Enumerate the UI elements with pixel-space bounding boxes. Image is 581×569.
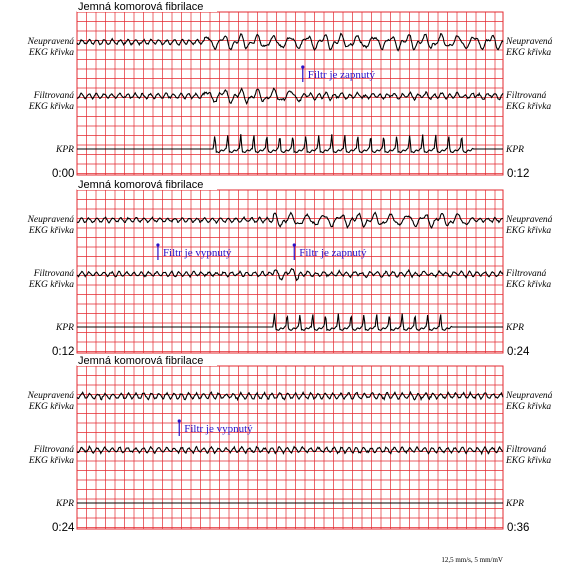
series-line [77,213,503,228]
series-label-right: Neupravená [506,391,553,401]
series-label-right: Filtrovaná [506,91,547,101]
series-label-left: EKG křivka [28,456,74,466]
series-label-right: Filtrovaná [506,269,547,279]
annotation-dot [293,243,296,246]
series-label-left: EKG křivka [28,280,74,290]
series-line [77,269,503,281]
series-label-left: Neupravená [27,215,74,225]
annotation-label: Filtr je zapnutý [307,69,375,81]
panel-border [77,12,503,175]
series-line [77,446,503,453]
series-label-right: EKG křivka [506,456,552,466]
annotation-dot [156,243,159,246]
series-line [77,314,503,331]
time-end: 0:24 [507,346,530,358]
series-label-right: EKG křivka [506,48,552,58]
time-start: 0:24 [52,522,75,534]
series-label-left: EKG křivka [28,402,74,412]
series-label-right: KPR [506,145,524,155]
series-label-right: EKG křivka [506,226,552,236]
series-label-left: EKG křivka [28,48,74,58]
annotation-label: Filtr je vypnutý [184,423,253,435]
annotation-dot [301,65,304,68]
series-label-left: KPR [56,499,74,509]
annotation-label: Filtr je vypnutý [162,247,232,259]
panel-title: Jemná komorová fibrilace [78,179,204,191]
time-end: 0:36 [507,522,530,534]
series-label-left: KPR [56,145,74,155]
series-line [77,88,503,103]
series-label-right: KPR [506,323,524,333]
series-label-left: EKG křivka [28,226,74,236]
series-line [77,392,503,400]
annotation-label: Filtr je zapnutý [299,247,367,259]
series-label-right: KPR [506,499,524,509]
series-line [77,134,503,152]
series-label-left: Neupravená [27,391,74,401]
series-line [77,34,503,51]
series-label-right: EKG křivka [506,102,552,112]
panel-title: Jemná komorová fibrilace [78,1,204,13]
scale-note: 12,5 mm/s, 5 mm/mV [441,556,503,564]
series-label-left: Filtrovaná [33,269,74,279]
series-label-right: EKG křivka [506,402,552,412]
series-label-right: Neupravená [506,37,553,47]
series-label-left: Neupravená [27,37,74,47]
series-label-left: Filtrovaná [33,445,74,455]
series-label-right: Filtrovaná [506,445,547,455]
series-label-left: EKG křivka [28,102,74,112]
series-label-right: Neupravená [506,215,553,225]
series-label-right: EKG křivka [506,280,552,290]
time-end: 0:12 [507,168,530,180]
annotation-dot [178,419,181,422]
series-label-left: KPR [56,323,74,333]
panel-title: Jemná komorová fibrilace [78,355,204,367]
panel-grid [77,12,503,175]
time-start: 0:00 [52,168,75,180]
series-label-left: Filtrovaná [33,91,74,101]
time-start: 0:12 [52,346,75,358]
